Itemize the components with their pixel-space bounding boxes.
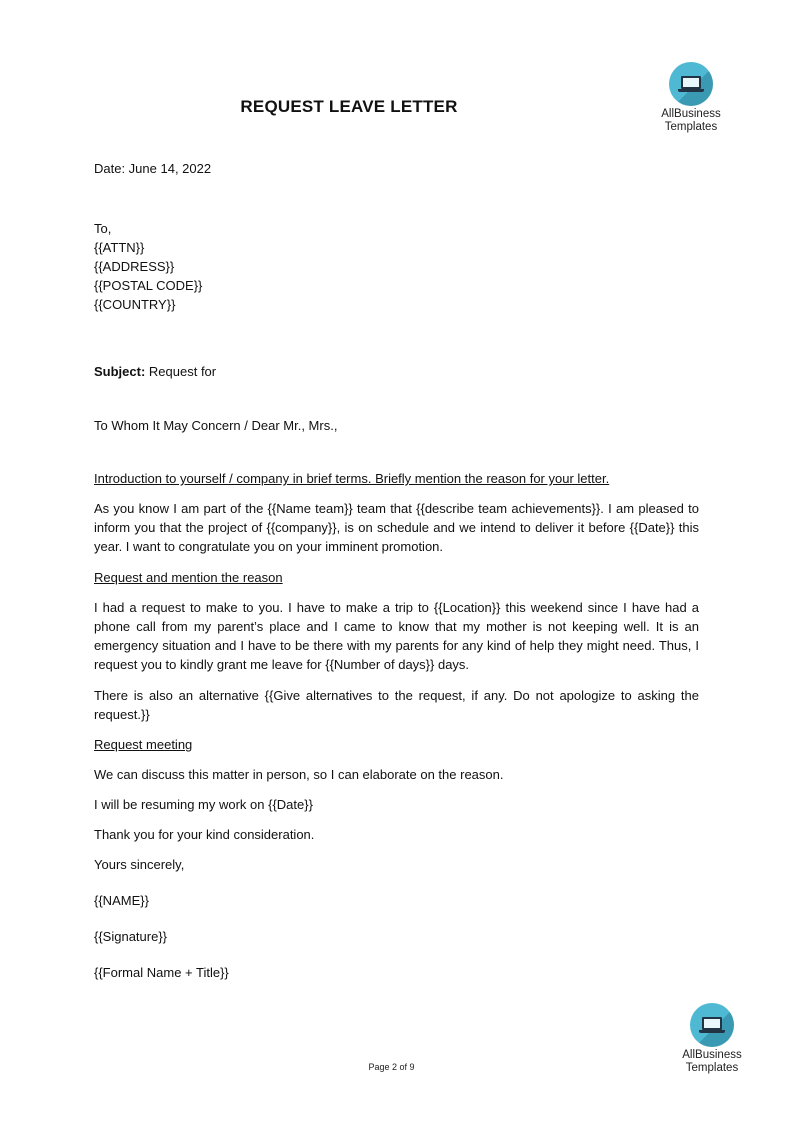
recipient-address: {{ADDRESS}}: [94, 259, 175, 274]
laptop-icon: [690, 1003, 734, 1047]
subject-line: [94, 362, 699, 381]
page-title: REQUEST LEAVE LETTER: [240, 97, 458, 116]
salutation: To Whom It May Concern / Dear Mr., Mrs.,: [94, 418, 338, 433]
reason-paragraph: I had a request to make to you. I have to make a trip to {{Location}} this weekend since I have had a phone call from my parent’s place and I came to know that my mother is not keeping well. It is an emergency situation and I have to be there with my parents for any kind of help they might need. Thus, I request you to kindly grant me leave for {{Number of days}} days.: [94, 600, 699, 672]
brand-name: AllBusiness Templates: [661, 108, 721, 133]
subject-label: Subject:: [94, 364, 146, 379]
recipient-block: [94, 219, 699, 314]
meeting-paragraph: We can discuss this matter in person, so I can elaborate on the reason.: [94, 767, 504, 782]
signature-placeholder: {{Signature}}: [94, 929, 168, 944]
signer-name: {{NAME}}: [94, 893, 149, 908]
recipient-country: {{COUNTRY}}: [94, 297, 176, 312]
reason-heading: Request and mention the reason: [94, 570, 283, 585]
brand-logo-top: [646, 62, 736, 134]
intro-paragraph: As you know I am part of the {{Name team}} team that {{describe team achievements}}. I am pleased to inform you that the project of {{company}}, is on schedule and we intend to deliver it before {{Date}} this year. I want to congratulate you on your imminent promotion.: [94, 501, 699, 554]
recipient-postal-code: {{POSTAL CODE}}: [94, 278, 203, 293]
closing: Yours sincerely,: [94, 857, 185, 872]
brand-name: AllBusiness Templates: [682, 1049, 742, 1074]
resume-line: I will be resuming my work on {{Date}}: [94, 797, 313, 812]
letter-date: Date: June 14, 2022: [94, 161, 212, 176]
laptop-icon: [669, 62, 713, 106]
thanks-line: Thank you for your kind consideration.: [94, 827, 315, 842]
to-label: To,: [94, 221, 112, 236]
meeting-heading: Request meeting: [94, 737, 193, 752]
recipient-attn: {{ATTN}}: [94, 240, 145, 255]
formal-name: {{Formal Name + Title}}: [94, 965, 229, 980]
intro-heading: Introduction to yourself / company in brief terms. Briefly mention the reason for your letter.: [94, 471, 610, 486]
subject-text: Request for: [145, 364, 217, 379]
alternative-paragraph: There is also an alternative {{Give alternatives to the request, if any. Do not apologize to asking the request.}}: [94, 688, 699, 722]
page-number: Page 2 of 9: [368, 1062, 415, 1072]
